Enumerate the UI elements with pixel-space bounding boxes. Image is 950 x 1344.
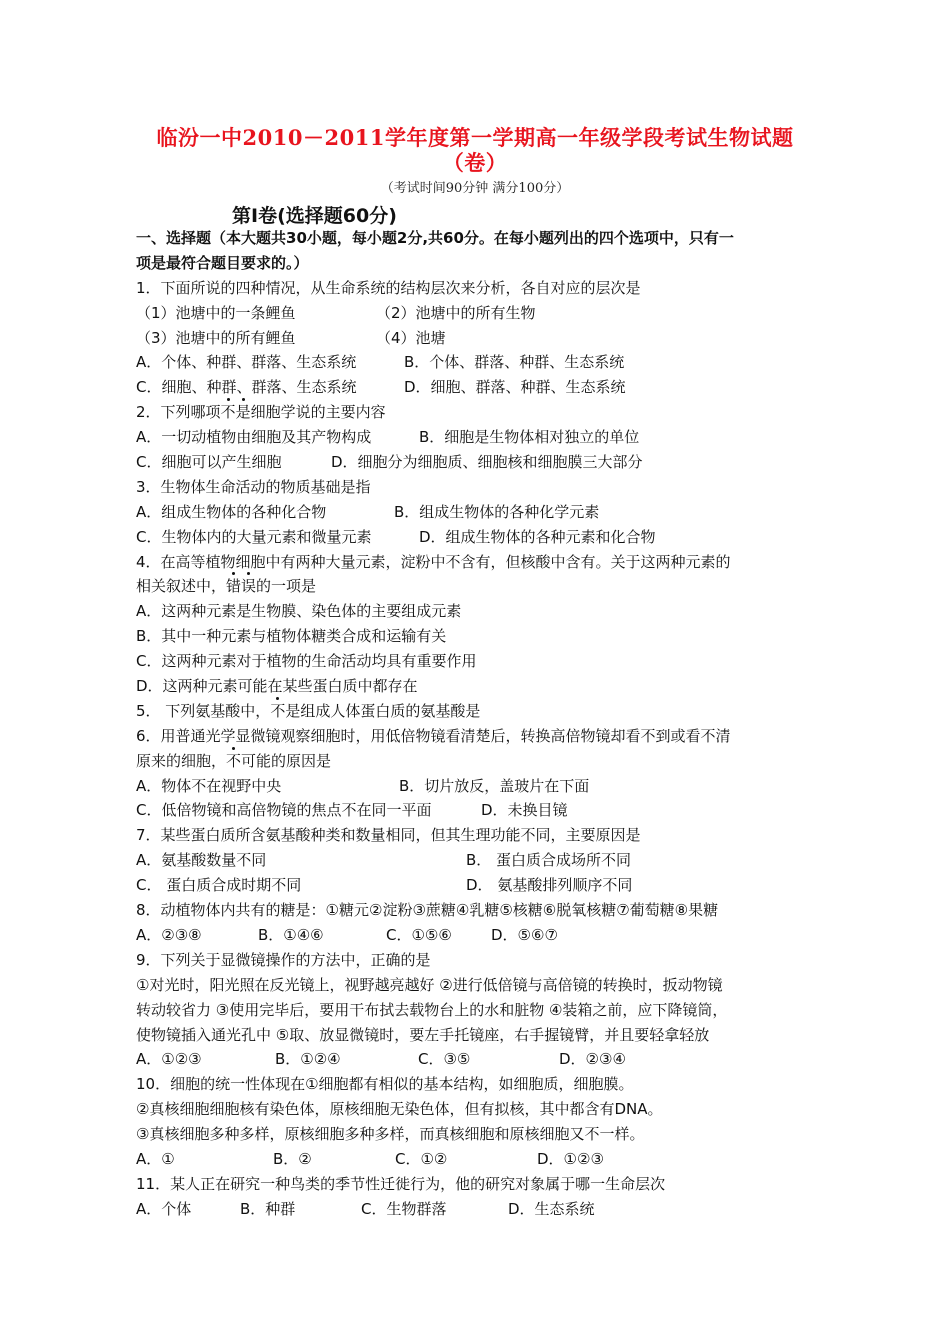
option-d: D．细胞、群落、种群、生态系统 (404, 378, 626, 397)
question-4-stem: 相关叙述中，错误的一项是 (136, 574, 816, 599)
question-7-options (136, 848, 816, 873)
emphasis-dot: 错 (226, 574, 241, 599)
question-7-stem: 7．某些蛋白质所含氨基酸种类和数量相同，但其生理功能不同，主要原因是 (136, 826, 641, 845)
option-c: C． 蛋白质合成时期不同 (136, 876, 302, 895)
option-b: B．①②④ (275, 1050, 341, 1069)
question-10-body: ③真核细胞多种多样，原核细胞多种多样，而真核细胞和原核细胞又不一样。 (136, 1125, 645, 1144)
option-b: B．种群 (240, 1199, 296, 1218)
exam-subtitle: （考试时间90分钟 满分100分） (380, 181, 570, 196)
emphasis-dot: 误 (241, 574, 256, 599)
option-d: D．组成生物体的各种元素和化合物 (419, 527, 656, 546)
question-1-options (136, 375, 816, 400)
instructions-line: 项是最符合题目要求的。） (136, 253, 309, 272)
question-9-stem: 9．下列关于显微镜操作的方法中，正确的是 (136, 950, 431, 969)
question-6-stem: 原来的细胞，不可能的原因是 (136, 749, 816, 774)
option-a: A．个体 (136, 1199, 192, 1218)
option-a: A．一切动植物由细胞及其产物构成 (136, 428, 372, 447)
question-1-options (136, 350, 816, 375)
question-4-stem: 4．在高等植物细胞中有两种大量元素，淀粉中不含有，但核酸中含有。关于这两种元素的 (136, 552, 731, 571)
question-10-stem: 10．细胞的统一性体现在①细胞都有相似的基本结构，如细胞质，细胞膜。 (136, 1075, 634, 1094)
question-6-stem: 6．用普通光学显微镜观察细胞时，用低倍物镜看清楚后，转换高倍物镜却看不到或看不清 (136, 726, 731, 745)
question-11-stem: 11．某人正在研究一种鸟类的季节性迁徙行为，他的研究对象属于哪一生命层次 (136, 1174, 666, 1193)
option-a: A．组成生物体的各种化合物 (136, 502, 327, 521)
option-a: A．氨基酸数量不同 (136, 851, 267, 870)
question-9-body: ①对光时，阳光照在反光镜上，视野越亮越好 ②进行低倍镜与高倍镜的转换时，扳动物镜 (136, 975, 723, 994)
option-c: C．③⑤ (418, 1050, 471, 1069)
option-a: A．物体不在视野中央 (136, 776, 282, 795)
option-d: D． 氨基酸排列顺序不同 (466, 876, 633, 895)
option-c: C．①② (395, 1149, 448, 1168)
option-a: A．②③⑧ (136, 925, 202, 944)
question-6-options (136, 774, 816, 799)
emphasis-dot: 是 (236, 400, 251, 425)
question-2-options (136, 425, 816, 450)
question-item: （4）池塘 (376, 328, 446, 347)
option-a: A．这两种元素是生物膜、染色体的主要组成元素 (136, 602, 462, 621)
option-d: D．未换目镜 (481, 801, 568, 820)
question-8-options (136, 923, 816, 948)
question-item: （2）池塘中的所有生物 (376, 303, 536, 322)
option-b: B．①④⑥ (258, 925, 324, 944)
option-c: C．生物群落 (361, 1199, 447, 1218)
emphasis-dot: 不 (221, 400, 236, 425)
question-9-options (136, 1047, 816, 1072)
question-item: （3）池塘中的所有鲤鱼 (136, 328, 296, 347)
option-d: D．①②③ (537, 1149, 604, 1168)
question-6-options (136, 798, 816, 823)
option-d: D．⑤⑥⑦ (491, 925, 558, 944)
question-1-stem: 1．下面所说的四种情况，从生命系统的结构层次来分析，各自对应的层次是 (136, 278, 641, 297)
option-c: C．细胞可以产生细胞 (136, 453, 282, 472)
emphasis-dot: 不 (226, 749, 241, 774)
option-d: D．②③④ (559, 1050, 626, 1069)
question-item: （1）池塘中的一条鲤鱼 (136, 303, 296, 322)
question-list (136, 226, 816, 1222)
option-b: B． 蛋白质合成场所不同 (466, 851, 632, 870)
question-9-body: 使物镜插入通光孔中 ⑤取、放显微镜时，要左手托镜座，右手握镜臂，并且要轻拿轻放 (136, 1025, 710, 1044)
option-c: C．低倍物镜和高倍物镜的焦点不在同一平面 (136, 801, 432, 820)
option-b: B．切片放反，盖玻片在下面 (399, 776, 590, 795)
question-1-items (136, 326, 816, 351)
option-b: B．其中一种元素与植物体糖类合成和运输有关 (136, 627, 447, 646)
option-b: B．细胞是生物体相对独立的单位 (419, 428, 640, 447)
option-a: A．①②③ (136, 1050, 202, 1069)
question-7-options (136, 873, 816, 898)
option-c: C．这两种元素对于植物的生命活动均具有重要作用 (136, 652, 477, 671)
option-a: A．个体、种群、群落、生态系统 (136, 353, 357, 372)
option-c: C．①⑤⑥ (386, 925, 452, 944)
exam-title: 临汾一中2010－2011学年度第一学期高一年级学段考试生物试题 (156, 125, 794, 150)
question-2-stem: 2．下列哪项不是细胞学说的主要内容 (136, 400, 816, 425)
question-2-options (136, 450, 816, 475)
option-d: D．生态系统 (508, 1199, 595, 1218)
question-9-body: 转动较省力 ③使用完毕后，要用干布拭去载物台上的水和脏物 ④装箱之前，应下降镜筒， (136, 1000, 728, 1019)
option-c: C．细胞、种群、群落、生态系统 (136, 378, 357, 397)
option-d: D．细胞分为细胞质、细胞核和细胞膜三大部分 (331, 453, 643, 472)
question-8-stem: 8．动植物体内共有的糖是：①糖元②淀粉③蔗糖④乳糖⑤核糖⑥脱氧核糖⑦葡萄糖⑧果糖 (136, 901, 719, 920)
option-d: D．这两种元素可能在某些蛋白质中都存在 (136, 677, 418, 696)
question-5-stem: 5． 下列氨基酸中，不是组成人体蛋白质的氨基酸是 (136, 699, 816, 724)
question-1-items (136, 301, 816, 326)
option-b: B．个体、群落、种群、生态系统 (404, 353, 625, 372)
question-3-options (136, 525, 816, 550)
option-b: B．② (273, 1149, 312, 1168)
exam-title-volume: （卷） (442, 150, 508, 175)
emphasis-dot: 不 (270, 699, 285, 724)
question-11-options (136, 1197, 816, 1222)
option-c: C．生物体内的大量元素和微量元素 (136, 527, 372, 546)
question-3-options (136, 500, 816, 525)
option-b: B．组成生物体的各种化学元素 (394, 502, 600, 521)
section-heading: 第Ⅰ卷(选择题60分) (232, 205, 397, 227)
question-3-stem: 3．生物体生命活动的物质基础是指 (136, 477, 371, 496)
instructions-line: 一、选择题（本大题共30小题，每小题2分,共60分。在每小题列出的四个选项中，只有一 (136, 229, 734, 247)
question-10-body: ②真核细胞细胞核有染色体，原核细胞无染色体，但有拟核，其中都含有DNA。 (136, 1100, 663, 1119)
question-10-options (136, 1147, 816, 1172)
option-a: A．① (136, 1149, 175, 1168)
